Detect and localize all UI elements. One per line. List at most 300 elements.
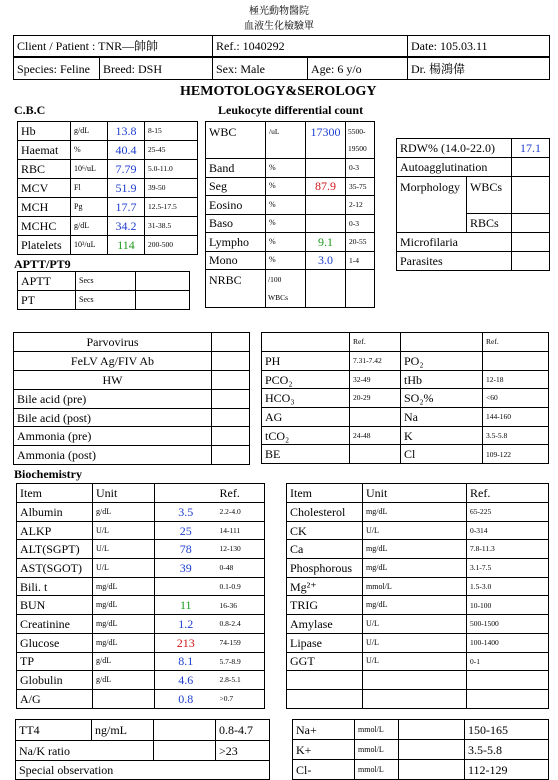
ref-number: Ref.: 1040292 xyxy=(213,36,408,57)
wbcs-value xyxy=(512,177,550,214)
electrolyte-unit: mmol/L xyxy=(355,760,399,780)
biochem-item: BUN xyxy=(17,596,93,615)
biochem-unit: mg/dL xyxy=(93,596,155,615)
table-row xyxy=(262,333,549,352)
biochem-ref: 3.1-7.5 xyxy=(467,559,549,578)
wbc-label: WBC xyxy=(206,122,266,159)
table-row xyxy=(293,760,549,780)
cbc-ref: 5.0-11.0 xyxy=(145,160,198,179)
aptt-value xyxy=(136,291,190,310)
cbc-value: 114 xyxy=(108,236,145,255)
cbc-unit: 10³/uL xyxy=(71,236,108,255)
patient-info-table xyxy=(13,35,550,57)
serology-item: Bile acid (post) xyxy=(14,408,212,427)
gas-item: PO₂ xyxy=(401,352,483,371)
leuko-unit: % xyxy=(266,159,306,178)
gas-item: tHb xyxy=(401,370,483,389)
cbc-unit: 10⁶/uL xyxy=(71,160,108,179)
report-title: 血液生化檢驗單 xyxy=(244,21,314,32)
blood-gas-table xyxy=(261,332,549,464)
wbc-ref-b: 19500 xyxy=(348,144,367,153)
leuko-value: 9.1 xyxy=(306,233,346,252)
cbc-value: 17.7 xyxy=(108,198,145,217)
biochem-ref: 12-130 xyxy=(217,540,265,559)
table-row xyxy=(262,370,549,389)
gas-item: tCO₂ xyxy=(262,426,350,445)
aptt-unit: Secs xyxy=(76,291,136,310)
table-row xyxy=(14,351,250,370)
gas-ref xyxy=(350,408,401,427)
electrolyte-value xyxy=(399,740,465,760)
biochem-ref: 5.7-8.9 xyxy=(217,652,265,671)
biochem-unit: mmol/L xyxy=(363,577,467,596)
electrolyte-item: K+ xyxy=(293,740,355,760)
serology-value xyxy=(212,333,250,352)
biochem-item: ALT(SGPT) xyxy=(17,540,93,559)
hospital-name: 極光動物醫院 xyxy=(249,6,309,17)
autoagglutination-value xyxy=(512,158,550,177)
biochem-unit: U/L xyxy=(363,521,467,540)
biochem-unit xyxy=(363,671,467,690)
serology-value xyxy=(212,389,250,408)
parasite-table xyxy=(396,232,550,271)
bottom-right-table xyxy=(292,719,549,780)
rdw-table xyxy=(396,138,550,177)
biochem-ref: 7.8-11.3 xyxy=(467,540,549,559)
table-row xyxy=(17,521,265,540)
biochem-unit: mg/dL xyxy=(363,540,467,559)
table-row xyxy=(262,408,549,427)
wbc-ref xyxy=(346,122,375,159)
gas-ref: <60 xyxy=(483,389,549,408)
microfilaria-label: Microfilaria xyxy=(397,233,512,252)
biochem-header-ref: Ref. xyxy=(467,484,549,503)
biochem-unit: g/dL xyxy=(93,503,155,522)
biochem-ref: 0-48 xyxy=(217,559,265,578)
table-row xyxy=(18,179,198,198)
biochem-header-item: Item xyxy=(287,484,363,503)
table-row xyxy=(206,251,375,270)
leuko-item: Baso xyxy=(206,214,266,233)
serology-value xyxy=(212,408,250,427)
table-row xyxy=(206,270,375,308)
biochem-item xyxy=(287,689,363,708)
electrolyte-ref: 150-165 xyxy=(465,720,549,740)
rdw-value: 17.1 xyxy=(512,139,550,158)
table-row xyxy=(287,540,549,559)
biochem-ref: 0-1 xyxy=(467,652,549,671)
biochem-unit xyxy=(93,689,155,708)
table-row xyxy=(18,198,198,217)
nrbc-label: NRBC xyxy=(206,270,266,308)
table-row xyxy=(17,484,265,503)
serology-item: Bile acid (pre) xyxy=(14,389,212,408)
biochem-value: 0.8 xyxy=(155,689,217,708)
table-row xyxy=(287,577,549,596)
parasites-label: Parasites xyxy=(397,252,512,271)
biochem-item: Mg²⁺ xyxy=(287,577,363,596)
cbc-value: 13.8 xyxy=(108,122,145,141)
biochem-value: 4.6 xyxy=(155,671,217,690)
cbc-item: MCHC xyxy=(18,217,71,236)
table-row xyxy=(18,141,198,160)
leuko-value xyxy=(306,214,346,233)
table-row xyxy=(287,559,549,578)
biochem-item: Ca xyxy=(287,540,363,559)
leuko-ref: 20-55 xyxy=(346,233,375,252)
nak-ref: >23 xyxy=(216,741,270,761)
table-row xyxy=(262,445,549,464)
biochem-item: A/G xyxy=(17,689,93,708)
cbc-item: MCH xyxy=(18,198,71,217)
leuko-ref: 1-4 xyxy=(346,251,375,270)
leuko-item: Band xyxy=(206,159,266,178)
biochem-unit: mg/dL xyxy=(363,596,467,615)
species: Species: Feline xyxy=(14,58,100,80)
biochem-item: Glucose xyxy=(17,633,93,652)
rbcs-value xyxy=(512,214,550,233)
leuko-ref: 35-75 xyxy=(346,177,375,196)
electrolyte-unit: mmol/L xyxy=(355,740,399,760)
table-row xyxy=(14,389,250,408)
leuko-value xyxy=(306,196,346,215)
table-row xyxy=(287,633,549,652)
main-section-title: HEMOTOLOGY&SEROLOGY xyxy=(180,84,377,99)
client-patient: Client / Patient : TNR—帥帥 xyxy=(14,36,213,57)
biochem-value: 78 xyxy=(155,540,217,559)
table-row xyxy=(18,122,198,141)
table-row xyxy=(14,446,250,465)
cbc-ref: 39-50 xyxy=(145,179,198,198)
biochem-item: GGT xyxy=(287,652,363,671)
leuko-ref: 2-12 xyxy=(346,196,375,215)
leuko-item: Lympho xyxy=(206,233,266,252)
morphology-label: Morphology xyxy=(397,177,467,233)
parasites-value xyxy=(512,252,550,271)
cbc-ref: 200-500 xyxy=(145,236,198,255)
leuko-value: 87.9 xyxy=(306,177,346,196)
nrbc-unit-b: WBCs xyxy=(268,292,289,302)
cbc-item: Hb xyxy=(18,122,71,141)
rbcs-label: RBCs xyxy=(467,214,512,233)
gas-header-item-2 xyxy=(401,333,483,352)
table-row xyxy=(287,484,549,503)
gas-ref: 24-48 xyxy=(350,426,401,445)
autoagglutination-label: Autoagglutination xyxy=(397,158,512,177)
serology-item: Ammonia (post) xyxy=(14,446,212,465)
table-row xyxy=(262,389,549,408)
leuko-unit: % xyxy=(266,177,306,196)
gas-item: BE xyxy=(262,445,350,464)
gas-item: SO₂% xyxy=(401,389,483,408)
aptt-item: PT xyxy=(18,291,76,310)
biochem-item: CK xyxy=(287,521,363,540)
table-row xyxy=(287,652,549,671)
biochem-item: Globulin xyxy=(17,671,93,690)
biochem-unit: mg/dL xyxy=(93,633,155,652)
table-row xyxy=(14,408,250,427)
table-row xyxy=(14,333,250,352)
table-row xyxy=(17,540,265,559)
biochem-item: ALKP xyxy=(17,521,93,540)
cbc-value: 34.2 xyxy=(108,217,145,236)
biochem-ref: >0.7 xyxy=(217,689,265,708)
sex: Sex: Male xyxy=(213,58,308,80)
leuko-unit: % xyxy=(266,233,306,252)
leuko-item: Mono xyxy=(206,251,266,270)
wbcs-label: WBCs xyxy=(467,177,512,214)
gas-ref: 7.31-7.42 xyxy=(350,352,401,371)
leukocyte-title: Leukocyte differential count xyxy=(218,103,364,117)
biochem-value: 8.1 xyxy=(155,652,217,671)
electrolyte-item: Cl- xyxy=(293,760,355,780)
cbc-unit: Pg xyxy=(71,198,108,217)
biochem-value: 39 xyxy=(155,559,217,578)
gas-item: Na xyxy=(401,408,483,427)
table-row xyxy=(17,633,265,652)
table-row xyxy=(18,217,198,236)
patient-details-table xyxy=(13,57,550,80)
table-row xyxy=(287,521,549,540)
gas-item: HCO₃ xyxy=(262,389,350,408)
biochem-unit: mg/dL xyxy=(363,559,467,578)
biochem-value xyxy=(155,577,217,596)
biochem-ref: 0-314 xyxy=(467,521,549,540)
table-row xyxy=(18,272,190,291)
serology-value xyxy=(212,446,250,465)
doctor: Dr. 楊鴻偉 xyxy=(408,58,550,80)
biochem-unit: U/L xyxy=(93,521,155,540)
biochem-item: Cholesterol xyxy=(287,503,363,522)
table-row xyxy=(287,671,549,690)
biochem-ref: 0.1-0.9 xyxy=(217,577,265,596)
wbc-unit: /uL xyxy=(266,122,306,159)
aptt-title: APTT/PT9 xyxy=(14,257,71,271)
biochem-item: Amylase xyxy=(287,615,363,634)
serology-table xyxy=(13,332,250,465)
leuko-unit: % xyxy=(266,214,306,233)
gas-ref: 3.5-5.8 xyxy=(483,426,549,445)
table-row xyxy=(293,740,549,760)
table-row xyxy=(14,370,250,389)
table-row xyxy=(293,720,549,740)
biochem-header-unit: Unit xyxy=(363,484,467,503)
cbc-unit: % xyxy=(71,141,108,160)
cbc-item: RBC xyxy=(18,160,71,179)
biochem-unit: U/L xyxy=(363,633,467,652)
leuko-value: 3.0 xyxy=(306,251,346,270)
biochem-item xyxy=(287,671,363,690)
biochem-ref: 10-100 xyxy=(467,596,549,615)
cbc-unit: Fl xyxy=(71,179,108,198)
serology-item: Ammonia (pre) xyxy=(14,427,212,446)
gas-ref: 109-122 xyxy=(483,445,549,464)
morphology-table xyxy=(396,176,550,233)
tt4-unit: ng/mL xyxy=(92,720,154,741)
biochem-ref xyxy=(467,671,549,690)
electrolyte-value xyxy=(399,720,465,740)
biochem-item: Bili. t xyxy=(17,577,93,596)
serology-item: Parvovirus xyxy=(14,333,212,352)
cbc-item: Platelets xyxy=(18,236,71,255)
table-row xyxy=(287,615,549,634)
wbc-ref-a: 5500- xyxy=(348,126,366,136)
gas-header-item xyxy=(262,333,350,352)
table-row xyxy=(206,159,375,178)
leukocyte-table xyxy=(205,121,375,308)
nrbc-unit-a: /100 xyxy=(268,275,282,284)
gas-ref: 32-49 xyxy=(350,370,401,389)
table-row xyxy=(17,652,265,671)
gas-item: AG xyxy=(262,408,350,427)
cbc-ref: 25-45 xyxy=(145,141,198,160)
biochem-unit: mg/dL xyxy=(363,503,467,522)
cbc-value: 40.4 xyxy=(108,141,145,160)
leuko-ref: 0-3 xyxy=(346,159,375,178)
biochem-ref: 0.8-2.4 xyxy=(217,615,265,634)
table-row xyxy=(287,689,549,708)
biochem-ref: 65-225 xyxy=(467,503,549,522)
electrolyte-unit: mmol/L xyxy=(355,720,399,740)
electrolyte-value xyxy=(399,760,465,780)
biochem-header-unit: Unit xyxy=(93,484,155,503)
biochem-unit: U/L xyxy=(363,615,467,634)
table-row xyxy=(18,291,190,310)
cbc-item: Haemat xyxy=(18,141,71,160)
table-row xyxy=(17,671,265,690)
biochem-item: Albumin xyxy=(17,503,93,522)
aptt-item: APTT xyxy=(18,272,76,291)
table-row xyxy=(18,236,198,255)
rdw-label: RDW% (14.0-22.0) xyxy=(397,139,512,158)
biochemistry-title: Biochemistry xyxy=(14,467,82,481)
serology-value xyxy=(212,427,250,446)
biochem-item: TP xyxy=(17,652,93,671)
table-row xyxy=(206,196,375,215)
cbc-ref: 8-15 xyxy=(145,122,198,141)
biochem-header-value xyxy=(155,484,217,503)
biochem-ref: 16-36 xyxy=(217,596,265,615)
table-row xyxy=(287,503,549,522)
biochem-unit: U/L xyxy=(93,559,155,578)
biochem-header-ref: Ref. xyxy=(217,484,265,503)
biochem-ref: 500-1500 xyxy=(467,615,549,634)
nak-value xyxy=(154,741,216,761)
gas-ref-header: Ref. xyxy=(350,333,401,352)
biochem-ref xyxy=(467,689,549,708)
biochem-unit: mg/dL xyxy=(93,577,155,596)
biochem-item: Lipase xyxy=(287,633,363,652)
gas-item: PH xyxy=(262,352,350,371)
leuko-item: Eosino xyxy=(206,196,266,215)
breed: Breed: DSH xyxy=(100,58,213,80)
biochem-item: TRIG xyxy=(287,596,363,615)
tt4-ref: 0.8-4.7 xyxy=(216,720,270,741)
table-row xyxy=(206,233,375,252)
gas-ref: 144-160 xyxy=(483,408,549,427)
serology-item: HW xyxy=(14,370,212,389)
table-row xyxy=(18,160,198,179)
gas-ref: 20-29 xyxy=(350,389,401,408)
table-row xyxy=(262,426,549,445)
biochem-ref: 14-111 xyxy=(217,521,265,540)
cbc-table xyxy=(17,121,198,255)
electrolyte-ref: 112-129 xyxy=(465,760,549,780)
table-row xyxy=(17,596,265,615)
table-row xyxy=(262,352,549,371)
serology-value xyxy=(212,370,250,389)
electrolyte-ref: 3.5-5.8 xyxy=(465,740,549,760)
table-row xyxy=(206,177,375,196)
table-row xyxy=(17,615,265,634)
biochem-ref: 74-159 xyxy=(217,633,265,652)
biochem-left-table xyxy=(16,483,265,709)
biochem-ref: 1.5-3.0 xyxy=(467,577,549,596)
nrbc-unit xyxy=(266,270,306,308)
biochem-ref: 2.8-5.1 xyxy=(217,671,265,690)
table-row xyxy=(206,214,375,233)
biochem-value: 3.5 xyxy=(155,503,217,522)
biochem-ref: 2.2-4.0 xyxy=(217,503,265,522)
serology-item: FeLV Ag/FIV Ab xyxy=(14,351,212,370)
biochem-unit: g/dL xyxy=(93,652,155,671)
biochem-unit xyxy=(363,689,467,708)
nrbc-value xyxy=(306,270,346,308)
cbc-item: MCV xyxy=(18,179,71,198)
leuko-unit: % xyxy=(266,251,306,270)
gas-ref xyxy=(483,352,549,371)
biochem-item: Phosphorous xyxy=(287,559,363,578)
leuko-unit: % xyxy=(266,196,306,215)
report-date: Date: 105.03.11 xyxy=(408,36,550,57)
table-row xyxy=(17,559,265,578)
bottom-left-table xyxy=(15,719,270,780)
table-row xyxy=(17,689,265,708)
microfilaria-value xyxy=(512,233,550,252)
biochem-unit: mg/dL xyxy=(93,615,155,634)
gas-ref: 12-18 xyxy=(483,370,549,389)
biochem-unit: U/L xyxy=(363,652,467,671)
gas-ref-header-2: Ref. xyxy=(483,333,549,352)
biochem-unit: g/dL xyxy=(93,671,155,690)
cbc-ref: 31-38.5 xyxy=(145,217,198,236)
table-row xyxy=(14,427,250,446)
wbc-value: 17300 xyxy=(306,122,346,159)
leuko-value xyxy=(306,159,346,178)
aptt-unit: Secs xyxy=(76,272,136,291)
cbc-value: 51.9 xyxy=(108,179,145,198)
biochem-value: 25 xyxy=(155,521,217,540)
biochem-ref: 100-1400 xyxy=(467,633,549,652)
table-row xyxy=(287,596,549,615)
leuko-item: Seg xyxy=(206,177,266,196)
nrbc-ref xyxy=(346,270,375,308)
table-row xyxy=(17,577,265,596)
biochem-unit: U/L xyxy=(93,540,155,559)
tt4-label: TT4 xyxy=(16,720,92,741)
biochem-item: AST(SGOT) xyxy=(17,559,93,578)
special-observation: Special observation xyxy=(16,761,270,780)
biochem-value: 1.2 xyxy=(155,615,217,634)
aptt-table xyxy=(17,271,190,310)
table-row xyxy=(17,503,265,522)
electrolyte-item: Na+ xyxy=(293,720,355,740)
gas-ref xyxy=(350,445,401,464)
biochem-value: 213 xyxy=(155,633,217,652)
cbc-ref: 12.5-17.5 xyxy=(145,198,198,217)
cbc-unit: g/dL xyxy=(71,122,108,141)
biochem-header-item: Item xyxy=(17,484,93,503)
